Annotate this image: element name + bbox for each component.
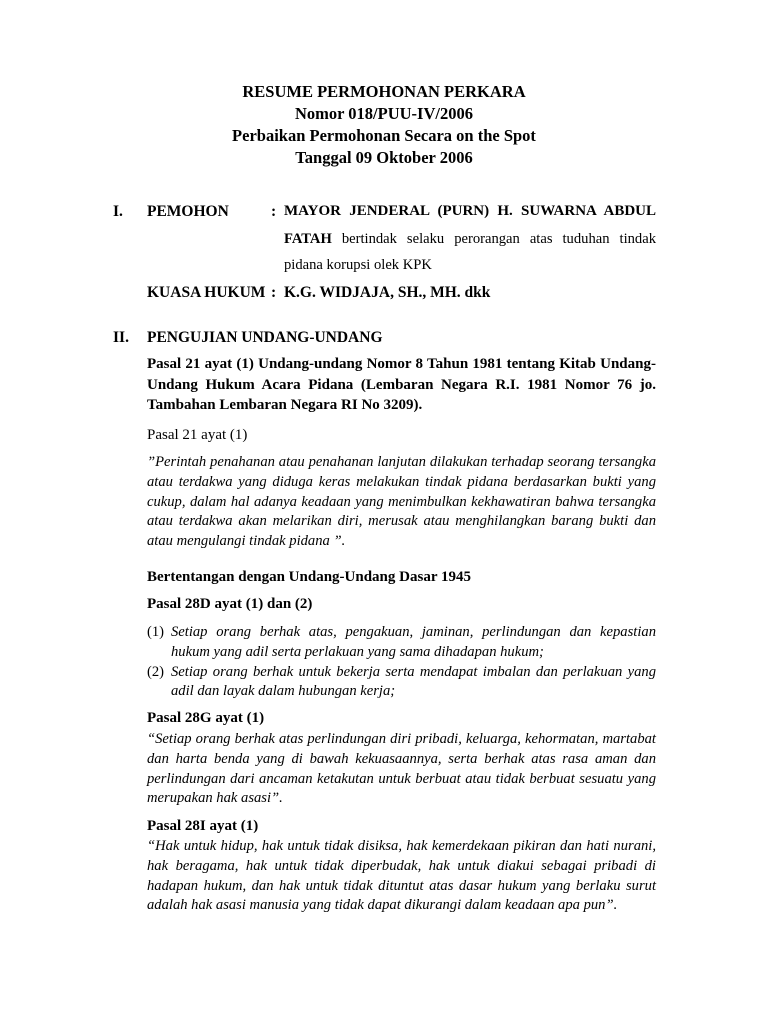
bertentangan-heading: Bertentangan dengan Undang-Undang Dasar 1945: [147, 569, 471, 585]
pemohon-line-3: pidana korupsi olek KPK: [284, 257, 432, 273]
section-1-numeral: I.: [113, 203, 123, 220]
document-subtitle: Perbaikan Permohonan Secara on the Spot: [232, 126, 536, 145]
pemohon-label: PEMOHON: [147, 203, 229, 220]
document-title-block: [0, 81, 768, 169]
pasal-28i-heading: Pasal 28I ayat (1): [147, 818, 259, 834]
document-number: Nomor 018/PUU-IV/2006: [295, 104, 473, 123]
pasal-28d-heading: Pasal 28D ayat (1) dan (2): [147, 596, 313, 612]
pasal-28g-text: “Setiap orang berhak atas perlindungan diri pribadi, keluarga, kehormatan, martabat dan harta benda yang di bawah kekuasaannya, serta berhak atas rasa aman dan perlindungan dari ancaman ketakutan untuk berbuat atau tidak berbuat sesuatu yang merupakan hak asasi”.: [147, 731, 656, 807]
pasal-28g-heading: Pasal 28G ayat (1): [147, 710, 265, 726]
list-item-text: Setiap orang berhak atas, pengakuan, jaminan, perlindungan dan kepastian hukum yang adil serta perlakuan yang sama dihadapan hukum;: [171, 624, 656, 660]
section-2-heading: PENGUJIAN UNDANG-UNDANG: [147, 329, 383, 346]
list-item-number: (2): [147, 663, 165, 680]
document-date: Tanggal 09 Oktober 2006: [295, 148, 473, 167]
pemohon-colon: :: [271, 203, 277, 220]
list-item: [147, 623, 656, 663]
pemohon-name-end: FATAH: [284, 231, 332, 247]
pasal-21-text: ”Perintah penahanan atau penahanan lanjutan dilakukan terhadap seorang tersangka atau terdakwa yang diduga keras melakukan tindak pidana berdasarkan bukti yang cukup, dalam hal adanya keadaan yang menimbulkan kekhawatiran bahwa tersangka atau terdakwa akan melarikan diri, merusak atau menghilangkan barang bukti dan atau mengulangi tindak pidana ”.: [147, 454, 656, 550]
kuasa-hukum-colon: :: [271, 284, 277, 301]
document-title: RESUME PERMOHONAN PERKARA: [242, 82, 526, 101]
pemohon-line-2-rest: bertindak selaku perorangan atas tuduhan tindak: [331, 231, 656, 247]
list-item: [147, 663, 656, 703]
kuasa-hukum-value: K.G. WIDJAJA, SH., MH. dkk: [284, 284, 491, 301]
kuasa-hukum-label: KUASA HUKUM: [147, 284, 266, 301]
pasal-28i-text: “Hak untuk hidup, hak untuk tidak disiksa, hak kemerdekaan pikiran dan hati nurani, hak beragama, hak untuk tidak diperbudak, hak untuk diakui sebagai pribadi di hadapan hukum, dan hak untuk tidak dituntut atas dasar hukum yang berlaku surut adalah hak asasi manusia yang tidak dapat dikurangi dalam keadaan apa pun”.: [147, 838, 656, 914]
pemohon-line-2: [284, 231, 656, 248]
section-2-numeral: II.: [113, 329, 129, 346]
pasal-21-heading: Pasal 21 ayat (1): [147, 427, 248, 443]
list-item-text: Setiap orang berhak untuk bekerja serta mendapat imbalan dan perlakuan yang adil dan layak dalam hubungan kerja;: [171, 663, 656, 700]
pasal-28d-list: [147, 623, 656, 702]
law-reference-paragraph: Pasal 21 ayat (1) Undang-undang Nomor 8 Tahun 1981 tentang Kitab Undang-Undang Hukum Acara Pidana (Lembaran Negara R.I. 1981 Nomor 76 jo. Tambahan Lembaran Negara RI No 3209).: [147, 356, 656, 413]
list-item-number: (1): [147, 624, 165, 640]
pemohon-line-1: MAYOR JENDERAL (PURN) H. SUWARNA ABDUL: [284, 203, 656, 219]
